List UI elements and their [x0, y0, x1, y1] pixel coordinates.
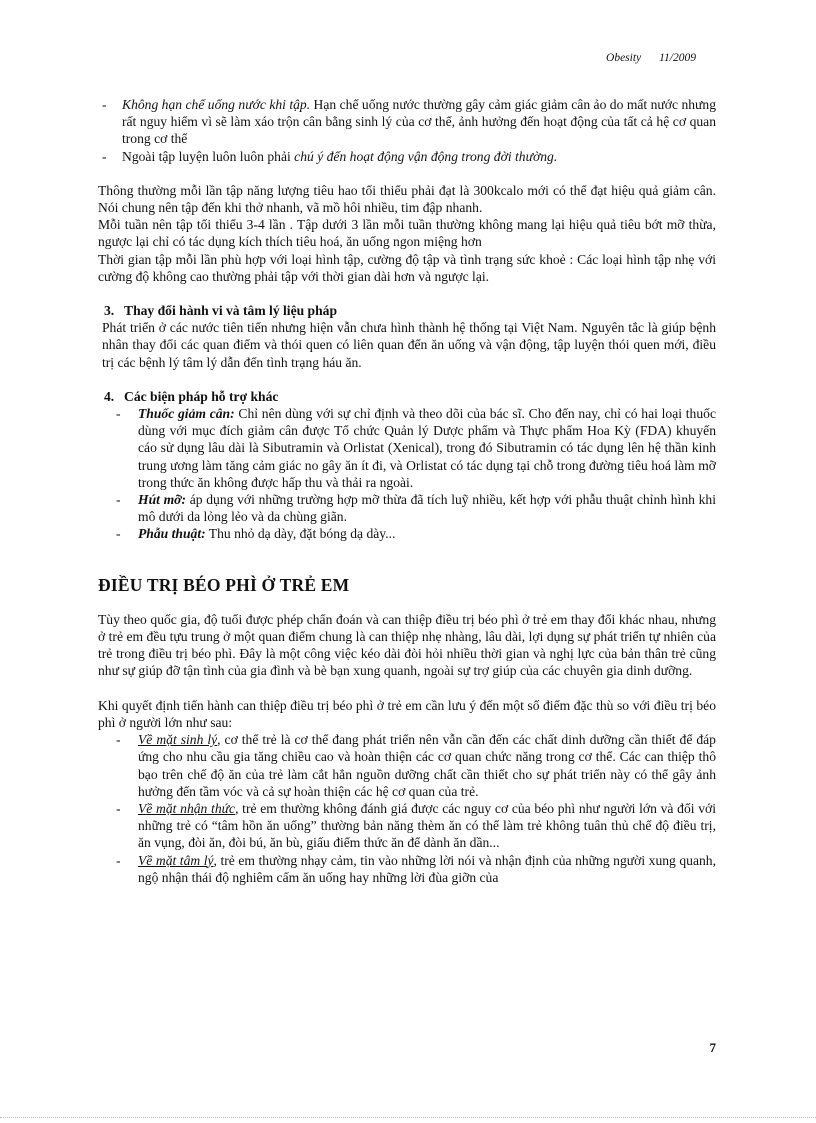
list-item: [98, 148, 716, 165]
item-label: Phẫu thuật:: [138, 526, 206, 542]
header-date: 11/2009: [659, 52, 696, 64]
list-item: [112, 491, 716, 525]
item-italic-lead: Không hạn chế uống nước khi tập.: [122, 97, 311, 112]
section-3-paragraph: Phát triển ở các nước tiên tiến nhưng hiện vẫn chưa hình thành hệ thống tại Việt Nam. Nguyên tắc là giúp bệnh nhân thay đổi các quan điểm và thói quen có liên quan đến ăn uống và vận động, tập luyện thói quen mới, điều trị các bệnh lý tâm lý dẫn đến tình trạng háu ăn.: [102, 320, 716, 370]
page-content: [98, 96, 716, 886]
children-section-heading: ĐIỀU TRỊ BÉO PHÌ Ở TRẺ EM: [98, 574, 350, 595]
page-header: [606, 52, 696, 64]
paragraph: Mỗi tuần nên tập tối thiểu 3-4 lần . Tập dưới 3 lần mỗi tuần thường không mang lại hiệu quả tiêu bớt mỡ thừa, ngược lại chỉ có tác dụng kích thích tiêu hoá, ăn uống ngon miệng hơn: [98, 217, 716, 250]
section-heading-4: [98, 388, 716, 405]
section-heading-3: [98, 302, 716, 319]
section-number: 3.: [104, 303, 115, 319]
item-text: Ngoài tập luyện luôn luôn phải: [122, 148, 295, 164]
children-considerations-list: [98, 731, 716, 886]
list-item: [112, 800, 716, 852]
section-number: 4.: [104, 388, 115, 404]
item-text: Thu nhỏ dạ dày, đặt bóng dạ dày...: [205, 526, 396, 542]
exercise-tips-list: [98, 96, 716, 165]
paragraph: Khi quyết định tiến hành can thiệp điều trị béo phì ở trẻ em cần lưu ý đến một số điểm đặc thù so với điều trị béo phì ở người lớn như sau:: [98, 697, 716, 730]
item-italic-tail: chú ý đến hoạt động vận động trong đời thường.: [294, 148, 558, 164]
item-text: Hạn chế uống nước thường gây cảm giác giảm cân ảo do mất nước nhưng rất nguy hiểm vì sẽ làm xáo trộn cân bằng sinh lý của cơ thể, ảnh hưởng đến hoạt động của tất cả hệ cơ quan trong cơ thể: [122, 97, 716, 147]
paragraph: Thời gian tập mỗi lần phù hợp với loại hình tập, cường độ tập và tình trạng sức khoẻ : Các loại hình tập nhẹ với cường độ không cao thường phải tập với thời gian dài hơn và ngược lại.: [98, 251, 716, 284]
item-text: , trẻ em thường không đánh giá được các nguy cơ của béo phì như người lớn và đối với những trẻ có “tâm hồn ăn uống” thường bản năng thèm ăn có thể làm trẻ không tuân thủ chế độ điều trị, ăn vụng, đòi ăn, đòi bú, ăn bù, giấu điểm thức ăn để dành ăn dần...: [138, 800, 716, 851]
item-text: , trẻ em thường nhạy cảm, tin vào những lời nói và nhận định của những người xung quanh, ngộ nhận thái độ nghiêm cấm ăn uống hay những lời đùa giỡn của: [138, 852, 716, 885]
item-text: Chỉ nên dùng với sự chỉ định và theo dõi của bác sĩ. Cho đến nay, chỉ có hai loại thuốc dùng với mục đích giảm cân được Tổ chức Quản lý Dược phẩm và Thực phẩm Hoa Kỳ (FDA) khuyến cáo sử dụng lâu dài là Sibutramin và Orlistat (Xenical), trong đó Sibutramin có tác dụng lên hệ thần kinh trung ương làm tăng cảm giác no gây ăn ít đi, và Orlistat có tác dụng tại chỗ trong đường tiêu hoá làm mỡ trong thức ăn không được hấp thu và thải ra ngoài.: [138, 406, 716, 490]
item-text: , cơ thể trẻ là cơ thể đang phát triển nên vẫn cần đến các chất dinh dưỡng cần thiết để đáp ứng cho nhu cầu gia tăng chiều cao và hoàn thiện các cơ quan chức năng trong cơ thể. Các can thiệp thô bạo trên chế độ ăn của trẻ làm cắt hẳn nguồn dưỡng chất cần thiết cho sự phát triển này có thể gây ảnh hưởng đến tầm vóc và cả sự hoàn thiện các hệ cơ quan của trẻ.: [138, 732, 716, 799]
list-item: [112, 525, 716, 542]
item-label: Về mặt tâm lý: [138, 852, 214, 868]
list-item: [98, 96, 716, 148]
item-label: Hút mỡ:: [138, 492, 187, 508]
page-number: 7: [709, 1040, 716, 1055]
item-label: Về mặt nhận thức: [138, 800, 236, 816]
item-label: Về mặt sinh lý: [138, 732, 218, 748]
section-title: Các biện pháp hỗ trợ khác: [124, 388, 279, 404]
item-text: áp dụng với những trường hợp mỡ thừa đã tích luỹ nhiều, kết hợp với phẫu thuật chỉnh hình khi mô dưới da lỏng lẻo và da chùng giãn.: [138, 492, 716, 525]
paragraph: Tùy theo quốc gia, độ tuổi được phép chẩn đoán và can thiệp điều trị béo phì ở trẻ em thay đổi khác nhau, nhưng ở trẻ em đều tựu trung ở một quan điểm chung là can thiệp nhẹ nhàng, lâu dài, lợi dụng sự phát triển tự nhiên của trẻ trong điều trị béo phì. Đây là một công việc kéo dài đòi hỏi nhiều thời gian và nghị lực của bản thân trẻ cũng như sự giúp đỡ tận tình của gia đình và bè bạn xung quanh, ngoài sự trợ giúp của các chuyên gia dinh dưỡng.: [98, 611, 716, 679]
list-item: [112, 852, 716, 886]
list-item: [112, 731, 716, 800]
support-methods-list: [98, 405, 716, 543]
header-title: Obesity: [606, 52, 642, 64]
paragraph: Thông thường mỗi lần tập năng lượng tiêu hao tối thiểu phải đạt là 300kcalo mới có thể đạt hiệu quả giảm cân. Nói chung nên tập đến khi thở nhanh, vã mồ hôi nhiều, tim đập nhanh.: [98, 182, 716, 216]
page-bottom-divider: [0, 1117, 816, 1118]
section-title: Thay đổi hành vi và tâm lý liệu pháp: [124, 303, 338, 319]
list-item: [112, 405, 716, 491]
item-label: Thuốc giảm cân:: [138, 406, 235, 422]
